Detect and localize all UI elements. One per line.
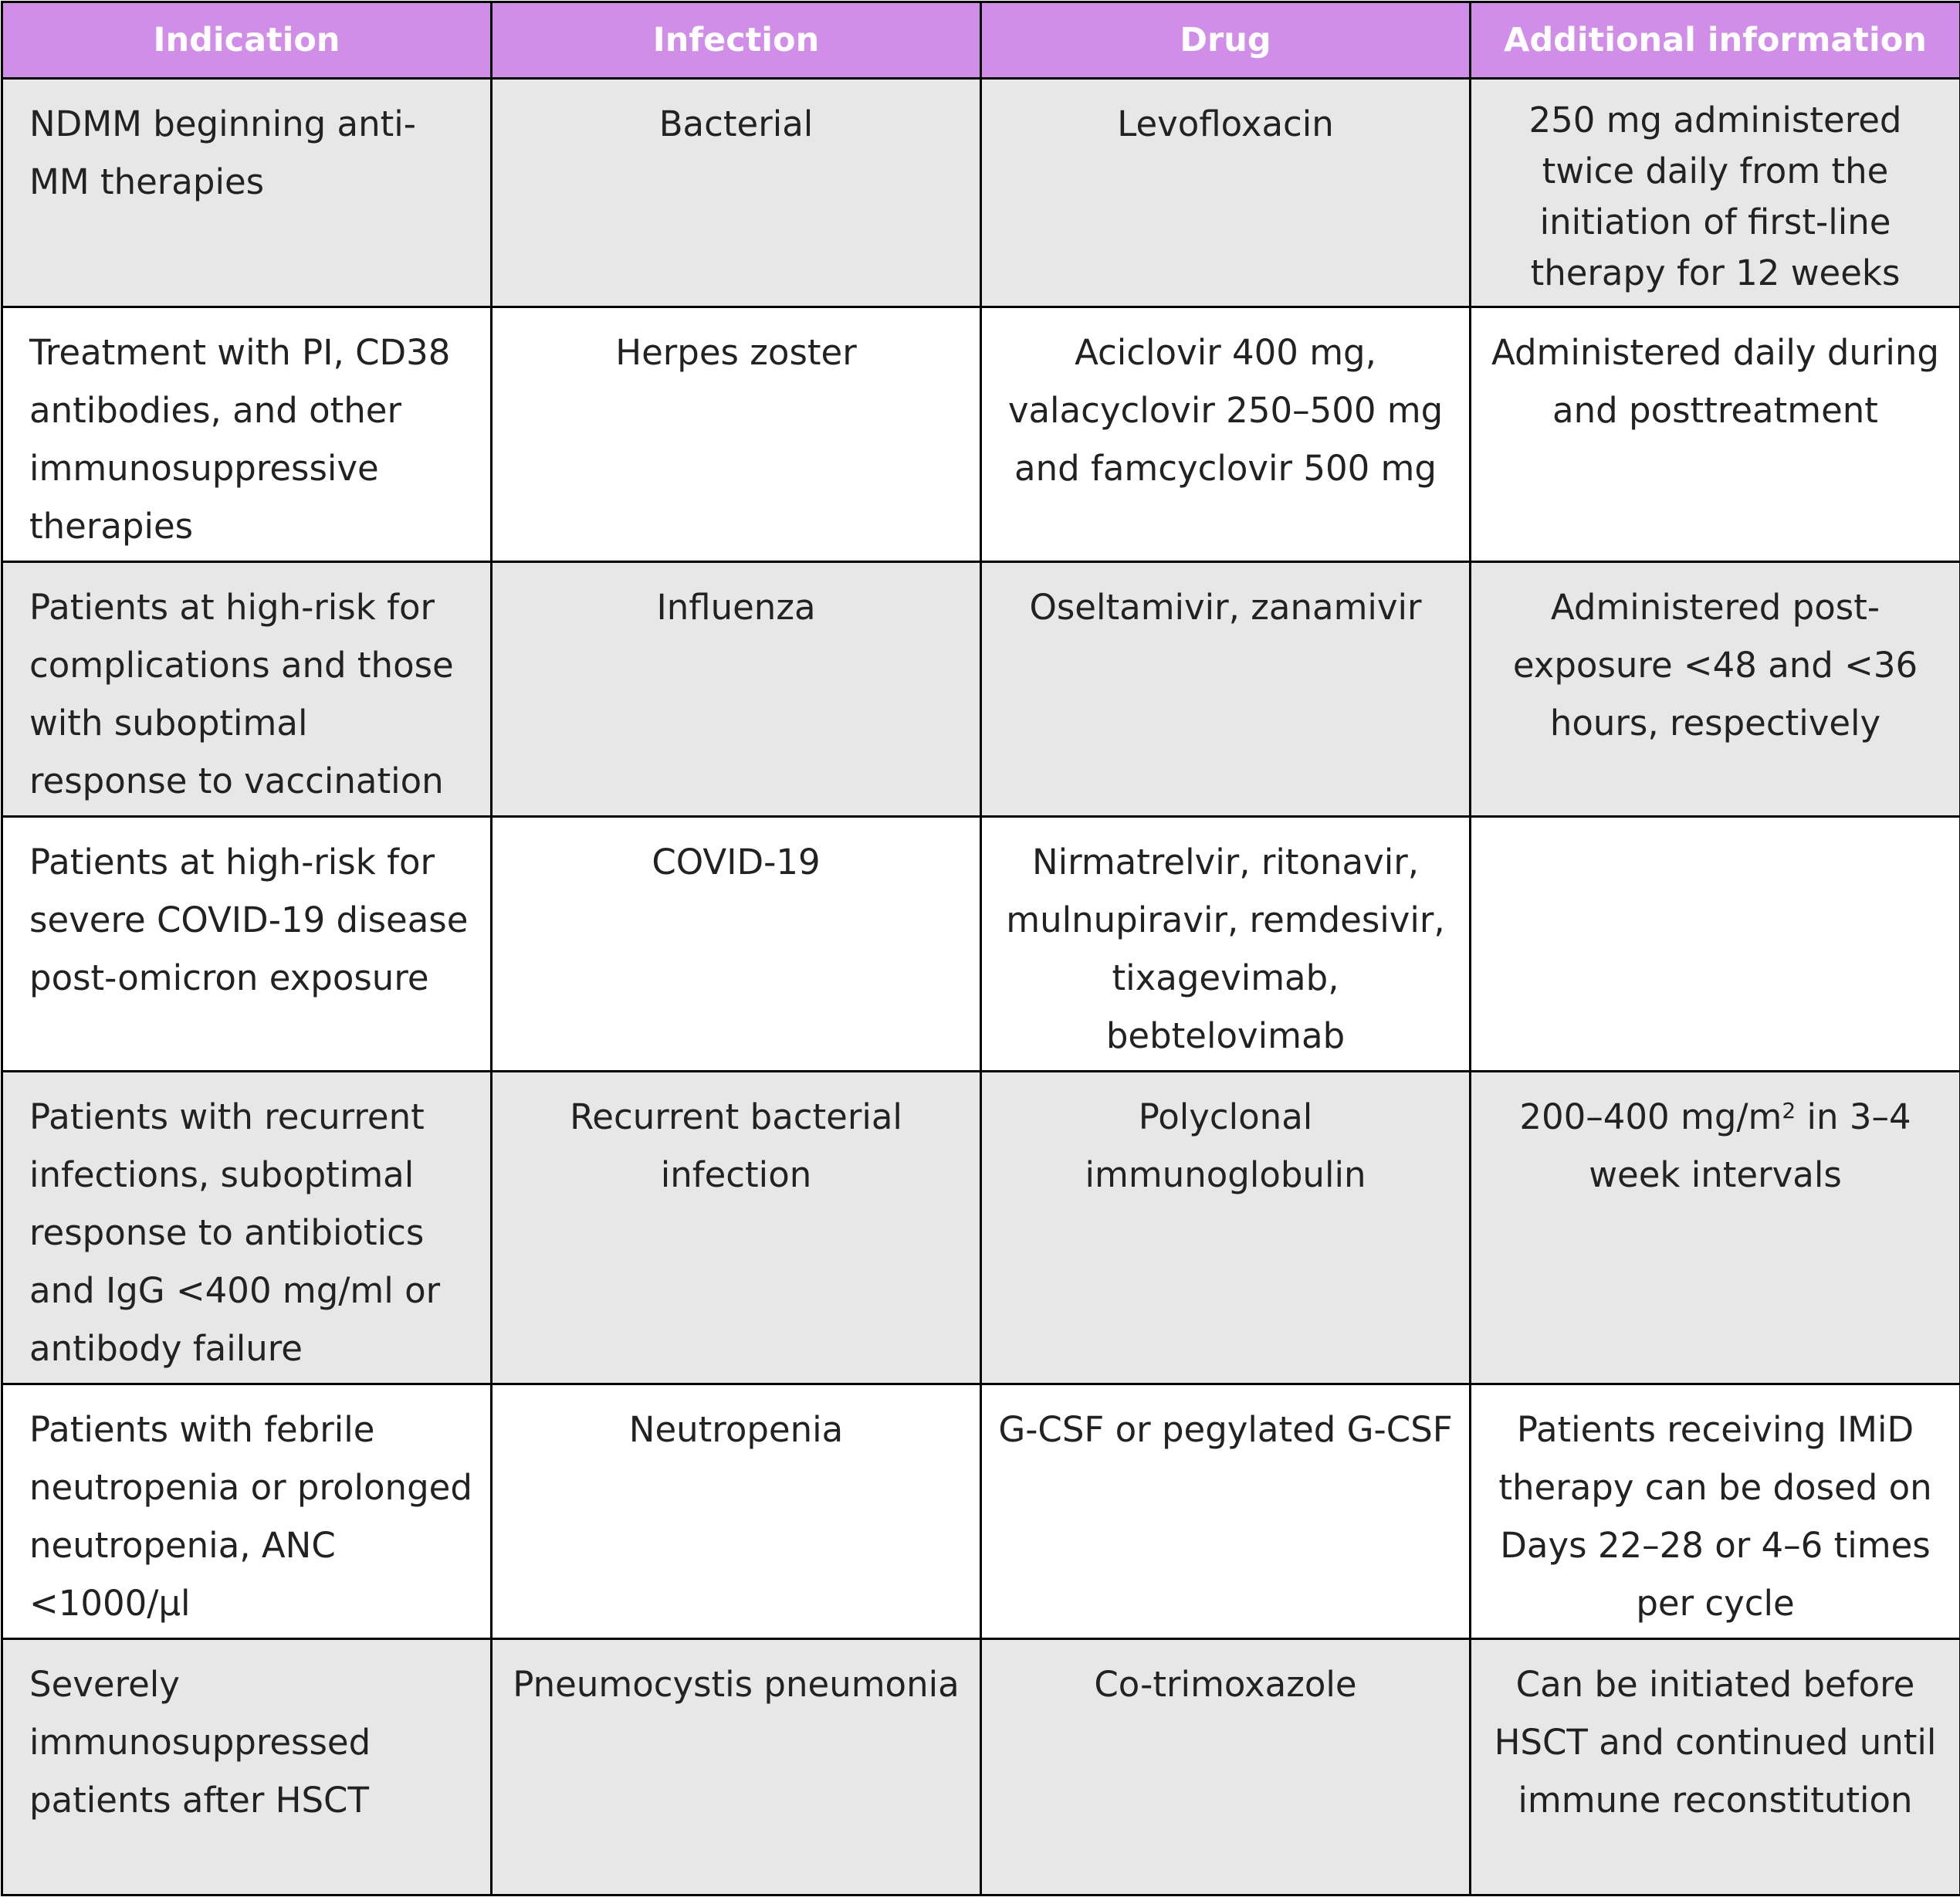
header-indication: Indication [2,2,492,79]
cell-drug: Polyclonal immunoglobulin [981,1072,1471,1384]
cell-infection: COVID-19 [492,817,981,1072]
header-drug: Drug [981,2,1471,79]
cell-additional-information: Administered daily during and posttreatment [1471,307,1960,562]
table-row [2,562,1960,817]
cell-indication: NDMM beginning anti-MM therapies [2,79,492,307]
cell-additional-information: Patients receiving IMiD therapy can be dosed on Days 22–28 or 4–6 times per cycle [1471,1384,1960,1639]
cell-additional-information: 250 mg administered twice daily from the initiation of first-line therapy for 12 weeks [1471,79,1960,307]
cell-additional-information: Can be initiated before HSCT and continued until immune reconstitution [1471,1639,1960,1896]
cell-indication: Patients at high-risk for complications and those with suboptimal response to vaccination [2,562,492,817]
cell-infection: Bacterial [492,79,981,307]
dose-interval-text: in 3–4 week intervals [1589,1096,1911,1195]
table-row [2,307,1960,562]
cell-indication: Patients with recurrent infections, suboptimal response to antibiotics and IgG <400 mg/ml or antibody failure [2,1072,492,1384]
cell-infection: Influenza [492,562,981,817]
cell-drug: Aciclovir 400 mg, valacyclovir 250–500 mg and famcyclovir 500 mg [981,307,1471,562]
cell-additional-information [1471,1072,1960,1384]
table-row [2,79,1960,307]
cell-drug: Nirmatrelvir, ritonavir, mulnupiravir, remdesivir, tixagevimab, bebtelovimab [981,817,1471,1072]
cell-drug: Co-trimoxazole [981,1639,1471,1896]
cell-indication: Patients at high-risk for severe COVID-19 disease post-omicron exposure [2,817,492,1072]
header-additional-information: Additional information [1471,2,1960,79]
cell-additional-information: Administered post-exposure <48 and <36 hours, respectively [1471,562,1960,817]
cell-drug: G-CSF or pegylated G-CSF [981,1384,1471,1639]
table-row [2,1072,1960,1384]
table-row [2,1384,1960,1639]
table-header-row [2,2,1960,79]
cell-infection: Recurrent bacterial infection [492,1072,981,1384]
cell-indication: Patients with febrile neutropenia or prolonged neutropenia, ANC <1000/µl [2,1384,492,1639]
cell-indication: Treatment with PI, CD38 antibodies, and other immunosuppressive therapies [2,307,492,562]
table-row [2,817,1960,1072]
cell-additional-information [1471,817,1960,1072]
cell-infection: Herpes zoster [492,307,981,562]
cell-indication: Severely immunosuppressed patients after HSCT [2,1639,492,1896]
table-row [2,1639,1960,1896]
dose-text: 200–400 mg/m [1519,1096,1782,1137]
prophylaxis-table [1,1,1960,1896]
cell-infection: Pneumocystis pneumonia [492,1639,981,1896]
dose-superscript: 2 [1782,1098,1796,1123]
header-infection: Infection [492,2,981,79]
cell-drug: Levofloxacin [981,79,1471,307]
cell-drug: Oseltamivir, zanamivir [981,562,1471,817]
cell-infection: Neutropenia [492,1384,981,1639]
